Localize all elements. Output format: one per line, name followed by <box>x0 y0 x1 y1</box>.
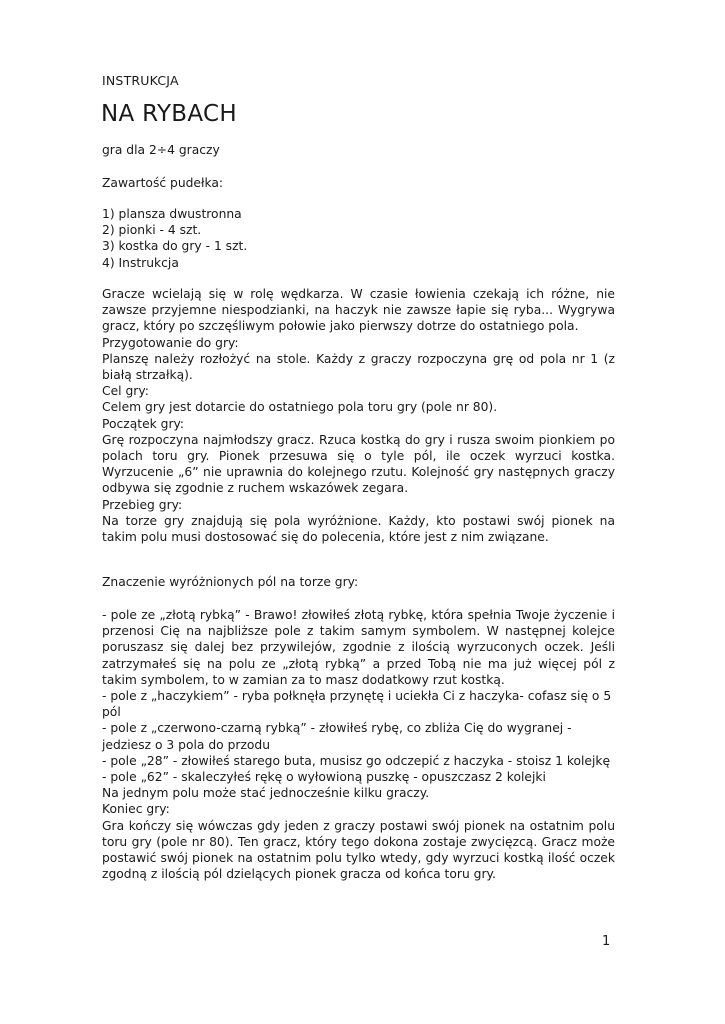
section-heading-setup: Przygotowanie do gry: <box>102 335 239 350</box>
list-item: - pole „62” - skaleczyłeś rękę o wyłowioną puszkę - opuszczasz 2 kolejki <box>102 770 546 785</box>
list-item: 3) kostka do gry - 1 szt. <box>102 239 248 254</box>
list-item: - pole „28” - złowiłeś starego buta, musisz go odczepić z haczyka - stoisz 1 kolejkę <box>102 753 611 768</box>
section-heading-goal: Cel gry: <box>102 384 149 399</box>
list-item: 2) pionki - 4 szt. <box>102 223 202 238</box>
page-title: NA RYBACH <box>101 101 237 127</box>
section-text-start: Grę rozpoczyna najmłodszy gracz. Rzuca kostką do gry i rusza swoim pionkiem po polach toru gry. Pionek przesuwa się o tyle pól, ile oczek wyrzuci kostka. Wyrzucenie „6” nie uprawnia do kolejnego rzutu. Kolejność gry następnych graczy odbywa się zgodnie z ruchem wskazówek zegara. <box>102 432 615 496</box>
document-label: INSTRUKCJA <box>102 73 179 88</box>
section-heading-end: Koniec gry: <box>102 802 170 817</box>
list-item: 1) plansza dwustronna <box>102 207 242 221</box>
section-text-goal: Celem gry jest dotarcie do ostatniego pola toru gry (pole nr 80). <box>102 400 498 415</box>
list-item: 4) Instrukcja <box>102 255 179 270</box>
rules-body <box>102 286 615 545</box>
page-number: 1 <box>602 934 611 949</box>
special-fields-heading: Znaczenie wyróżnionych pól na torze gry: <box>102 575 359 589</box>
contents-list <box>102 206 247 271</box>
list-item: Na jednym polu może stać jednocześnie kilku graczy. <box>102 786 430 801</box>
player-count: gra dla 2÷4 graczy <box>102 143 220 157</box>
intro-paragraph: Gracze wcielają się w rolę wędkarza. W czasie łowienia czekają ich różne, nie zawsze przyjemne niespodzianki, na haczyk nie zawsze łapie się ryba... Wygrywa gracz, który po szczęśliwym połowie jako pierwszy dotrze do ostatniego pola. <box>102 287 615 334</box>
list-item: - pole ze „złotą rybką” - Brawo! złowiłeś złotą rybkę, która spełnia Twoje życzenie i przenosi Cię na najbliższe pole z takim samym symbolem. W następnej kolejce poruszasz się dalej bez przywilejów, zgodnie z ilością wyrzuconych oczek. Jeśli zatrzymałeś się na polu ze „złotą rybką” a przed Tobą nie ma już więcej pól z takim symbolem, to w zamian za to masz dodatkowy rzut kostką. <box>102 608 615 687</box>
section-text-setup: Planszę należy rozłożyć na stole. Każdy z graczy rozpoczyna grę od pola nr 1 (z białą strzałką). <box>102 351 615 383</box>
contents-heading: Zawartość pudełka: <box>102 176 224 190</box>
list-item: - pole z „czerwono-czarną rybką” - złowiłeś rybę, co zbliża Cię do wygranej - jedziesz o 3 pola do przodu <box>102 721 572 752</box>
section-text-course: Na torze gry znajdują się pola wyróżnione. Każdy, kto postawi swój pionek na takim polu musi dostosować się do polecenia, które jest z nim związane. <box>102 513 615 545</box>
special-fields-list <box>102 607 615 882</box>
section-heading-course: Przebieg gry: <box>102 497 183 512</box>
section-heading-start: Początek gry: <box>102 416 185 431</box>
section-text-end: Gra kończy się wówczas gdy jeden z graczy postawi swój pionek na ostatnim polu toru gry (pole nr 80). Ten gracz, który tego dokona zostaje zwycięzcą. Gracz może postawić swój pionek na ostatnim polu tylko wtedy, gdy wyrzuci kostką ilość oczek zgodną z ilością pól dzielących pionek gracza od końca toru gry. <box>102 818 615 882</box>
list-item: - pole z „haczykiem” - ryba połknęła przynętę i uciekła Ci z haczyka- cofasz się o 5 pól <box>102 689 612 720</box>
